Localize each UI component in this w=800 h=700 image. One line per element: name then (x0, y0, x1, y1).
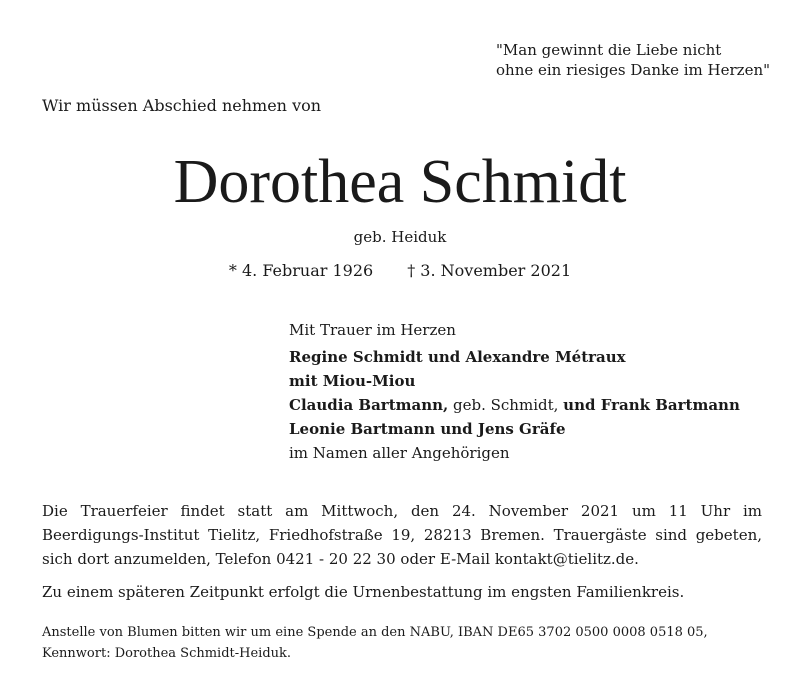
mourners-closing: im Namen aller Angehörigen (289, 444, 510, 462)
intro-text: Wir müssen Abschied nehmen von (42, 96, 322, 115)
quote-line-2: ohne ein riesiges Danke im Herzen" (496, 61, 771, 79)
birth-date: * 4. Februar 1926 (228, 261, 374, 280)
birth-name: geb. Heiduk (353, 228, 447, 246)
deceased-name: Dorothea Schmidt (173, 148, 627, 216)
donation-info: Anstelle von Blumen bitten wir um eine Spende an den NABU, IBAN DE65 3702 0500 0008 0518 05, Kennwort: Dorothea Schmidt-Heiduk. (42, 625, 708, 661)
mourners-block (289, 318, 740, 465)
urn-burial-info: Zu einem späteren Zeitpunkt erfolgt die Urnenbestattung im engsten Familienkreis. (42, 583, 685, 601)
mourner-line-3 (289, 393, 740, 417)
mourners-intro: Mit Trauer im Herzen (289, 321, 456, 339)
mourner-line-3-geb: geb. Schmidt, (448, 396, 564, 414)
quote (496, 40, 770, 80)
funeral-info: Die Trauerfeier findet statt am Mittwoch, den 24. November 2021 um 11 Uhr im Beerdigungs-Institut Tielitz, Friedhofstraße 19, 28213 Bremen. Trauergäste sind gebeten, sich dort anzumelden, Telefon 0421 - 20 22 30 oder E-Mail kontakt@tielitz.de. (42, 502, 762, 568)
mourner-line-4: Leonie Bartmann und Jens Gräfe (289, 420, 566, 438)
death-date: † 3. November 2021 (407, 261, 572, 280)
quote-line-1: "Man gewinnt die Liebe nicht (496, 41, 722, 59)
mourner-line-1: Regine Schmidt und Alexandre Métraux (289, 348, 626, 366)
mourner-line-3-partner: und Frank Bartmann (563, 396, 740, 414)
life-dates (0, 261, 800, 280)
mourner-line-2: mit Miou-Miou (289, 372, 416, 390)
mourner-line-3-name: Claudia Bartmann, (289, 396, 449, 414)
